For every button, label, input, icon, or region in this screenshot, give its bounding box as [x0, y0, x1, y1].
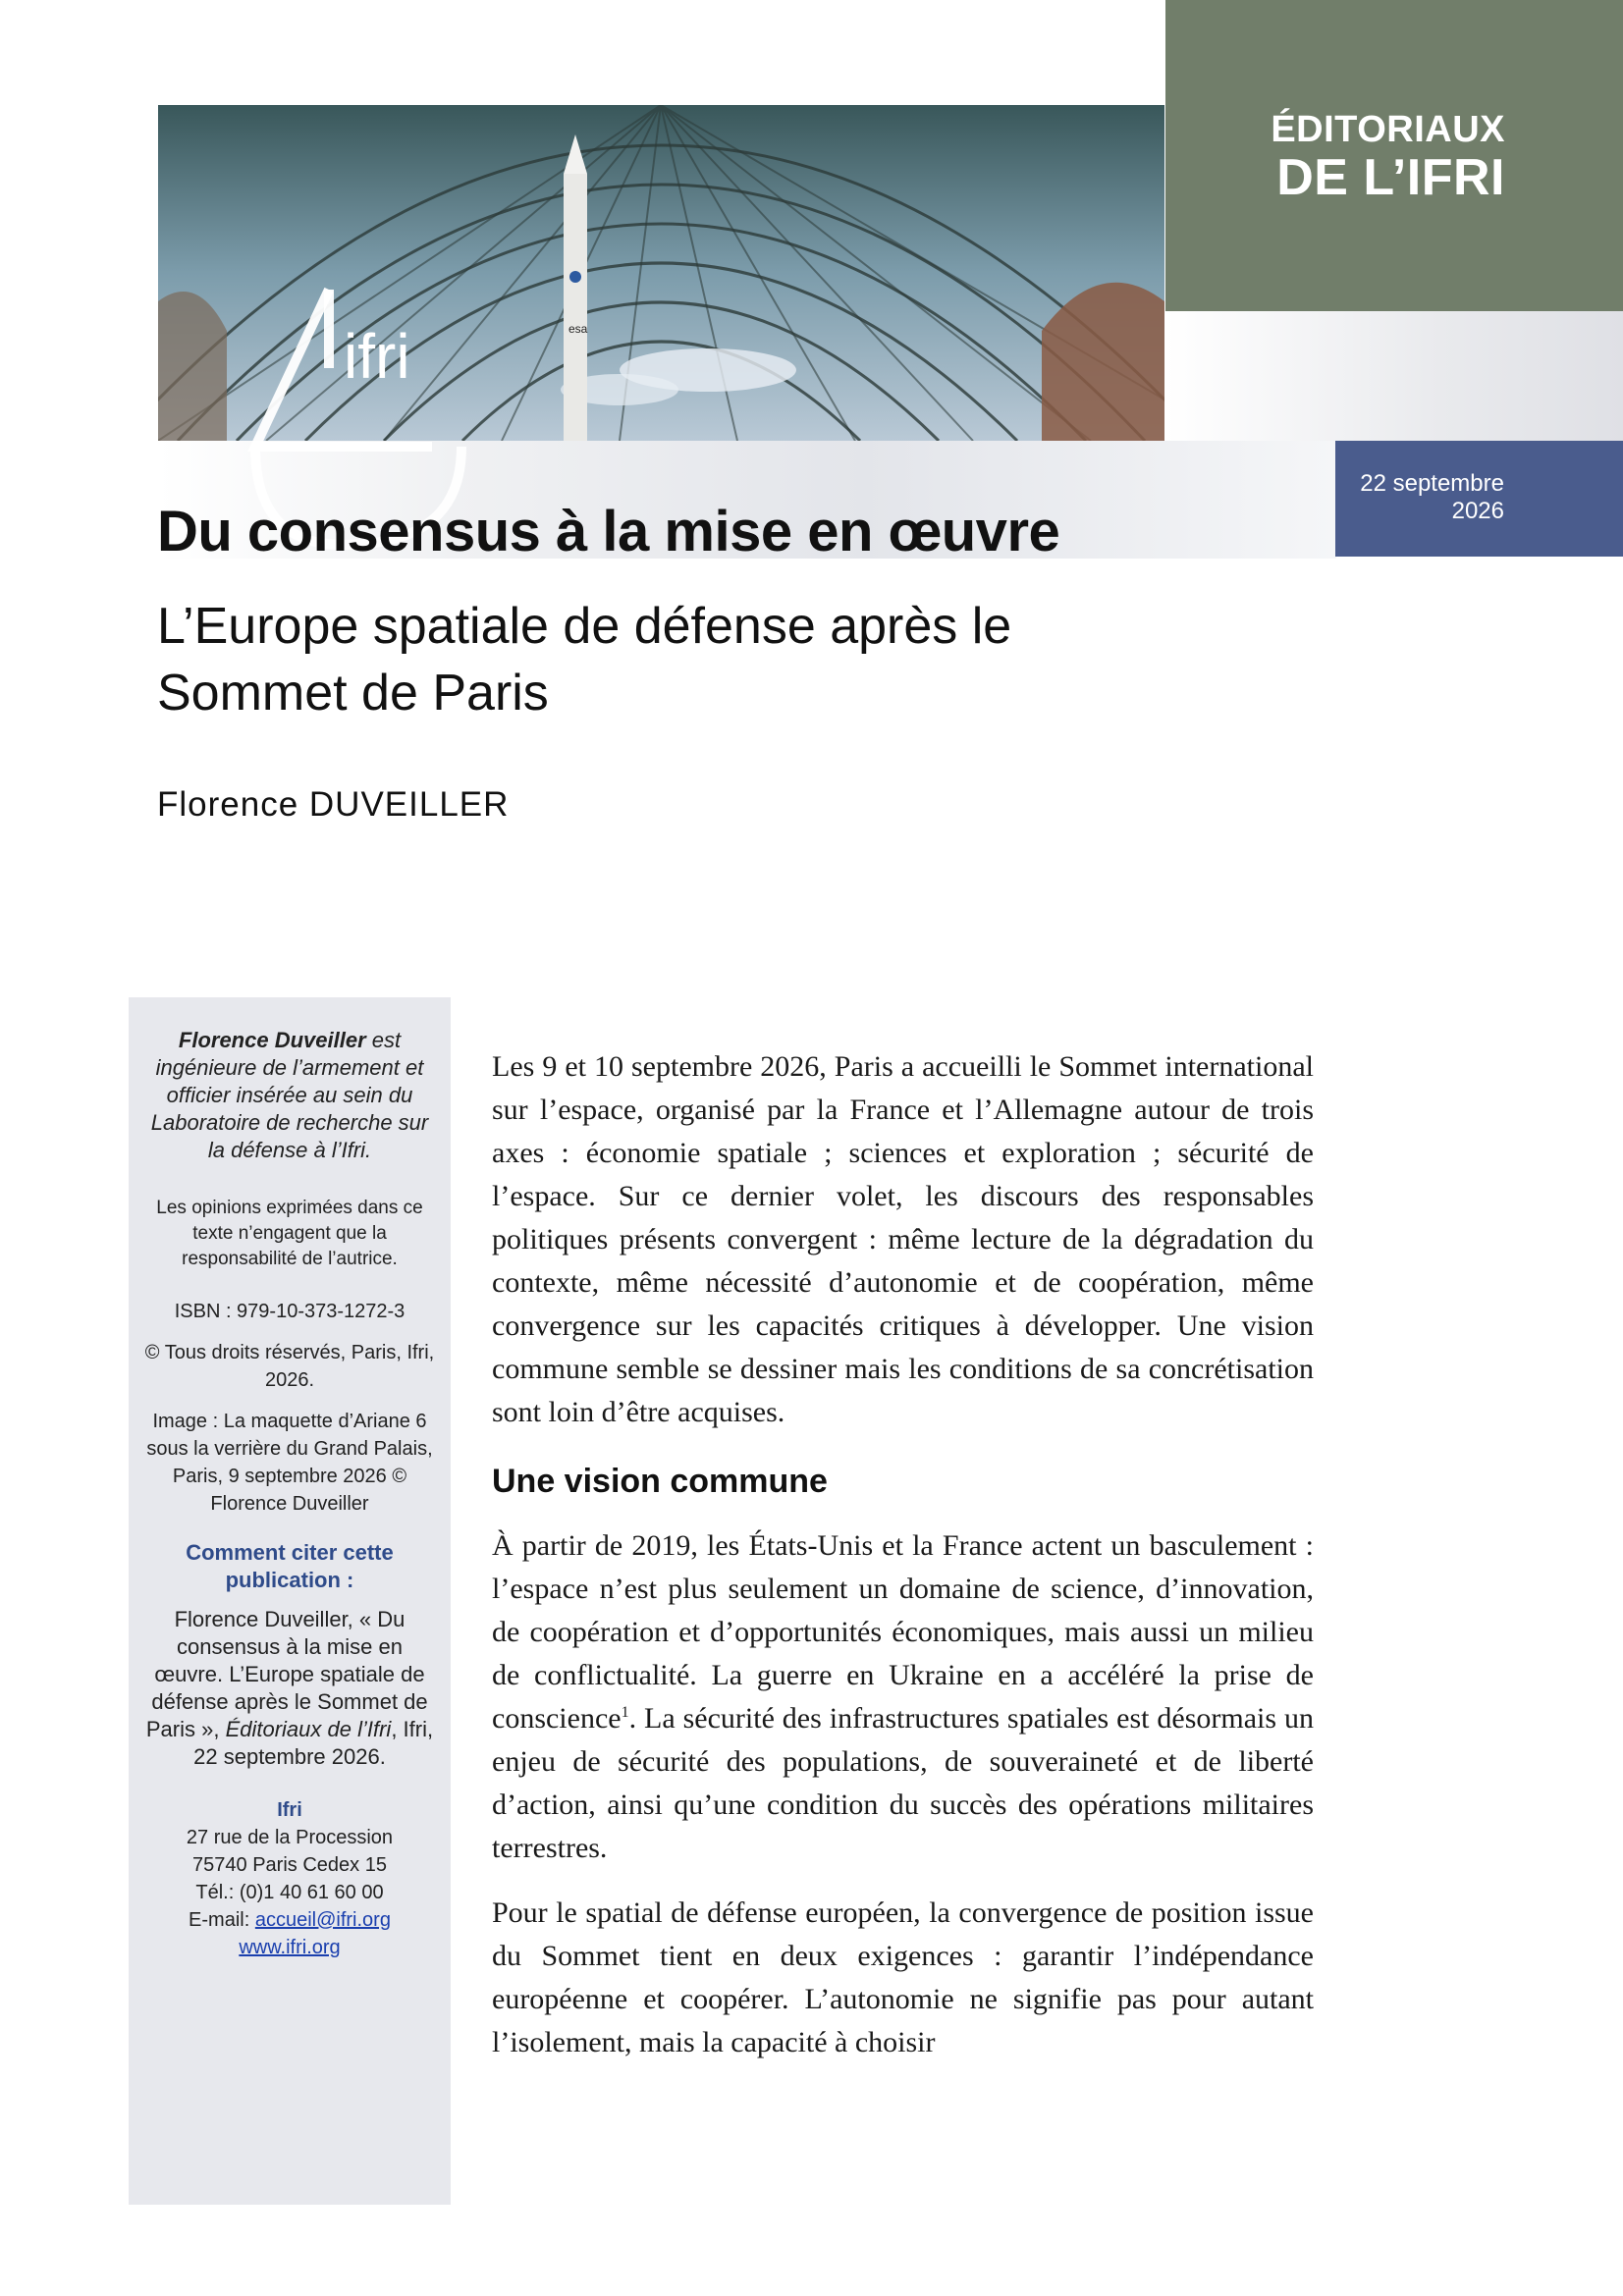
right-gradient: [1165, 311, 1623, 441]
paragraph-3: Pour le spatial de défense européen, la convergence de position issue du Sommet tient en deux exigences : garantir l’indépendance européenne et coopérer. L’autonomie ne signifie pas pour autant l’isolement, mais la capacité à choisir: [492, 1896, 1314, 2058]
date-day-month: 22 septembre: [1360, 470, 1504, 497]
paragraph-1: Les 9 et 10 septembre 2026, Paris a accueilli le Sommet international sur l’espace, organisé par la France et l’Allemagne autour de trois axes : économie spatiale ; sciences et exploration ; sécurité de l’espace. Sur ce dernier volet, les discours des responsables politiques présents convergent : même lecture de la dégradation du contexte, même nécessité d’autonomie et de coopération, même convergence sur les capacités critiques à développer. Une vision commune semble se dessiner mais les conditions de sa concrétisation sont loin d’être acquises.: [492, 1050, 1314, 1428]
disclaimer: Les opinions exprimées dans ce texte n’engagent que la responsabilité de l’autrice.: [156, 1198, 423, 1269]
citation-text: [140, 1606, 439, 1771]
svg-text:esa: esa: [568, 322, 588, 336]
subtitle-line-2: Sommet de Paris: [157, 665, 549, 721]
website-link[interactable]: www.ifri.org: [239, 1937, 341, 1958]
isbn: ISBN : 979-10-373-1272-3: [174, 1301, 406, 1322]
bio-name: Florence Duveiller: [178, 1028, 366, 1052]
email-row: [140, 1906, 439, 1934]
sidebar: [129, 997, 451, 2205]
address-line-2: 75740 Paris Cedex 15: [192, 1854, 387, 1876]
series-label-box: [1165, 0, 1623, 311]
copyright: © Tous droits réservés, Paris, Ifri, 2026.: [144, 1342, 435, 1391]
ifri-logo-text: ifri: [344, 321, 410, 392]
ifri-name: Ifri: [277, 1799, 302, 1821]
citation-part-2: , Ifri, 22 septembre 2026.: [193, 1717, 434, 1769]
citation-part-1: Florence Duveiller, « Du consensus à la mise en œuvre. L’Europe spatiale de défense après le Sommet de Paris »,: [145, 1607, 428, 1741]
email-label: E-mail:: [189, 1909, 255, 1931]
ifri-contact: [140, 1796, 439, 1961]
date-year: 2026: [1451, 498, 1504, 524]
author-bio: [140, 1027, 439, 1164]
series-line-1: ÉDITORIAUX: [1271, 109, 1505, 150]
phone: Tél.: (0)1 40 61 60 00: [195, 1882, 384, 1903]
section-heading: Une vision commune: [492, 1463, 828, 1500]
email-link[interactable]: accueil@ifri.org: [254, 1909, 391, 1931]
page-subtitle: [157, 593, 1237, 726]
date-box: [1335, 441, 1623, 557]
series-line-2: DE L’IFRI: [1276, 149, 1505, 206]
subtitle-line-1: L’Europe spatiale de défense après le: [157, 598, 1012, 655]
bio-text: est ingénieure de l’armement et officier insérée au sein du Laboratoire de recherche sur la défense à l’Ifri.: [150, 1028, 429, 1162]
paragraph-2: [492, 1524, 1314, 1870]
paragraph-2-part-1: À partir de 2019, les États-Unis et la France actent un basculement : l’espace n’est plus seulement un domaine de science, d’innovation, de coopération et d’opportunités économiques, mais aussi un milieu de conflictualité. La guerre en Ukraine en a accéléré la prise de conscience: [492, 1529, 1314, 1735]
address-line-1: 27 rue de la Procession: [186, 1827, 394, 1848]
footnote-ref-1[interactable]: 1: [621, 1704, 629, 1721]
paragraph-2-part-2: . La sécurité des infrastructures spatiales est désormais un enjeu de sécurité des populations, de souveraineté et de liberté d’action, ainsi qu’une condition du succès des opérations militaires terrestres.: [492, 1702, 1314, 1864]
citation-heading: Comment citer cette publication :: [186, 1540, 394, 1592]
rocket-illustration: [564, 134, 588, 441]
author-name: Florence DUVEILLER: [157, 785, 510, 824]
page-title: Du consensus à la mise en œuvre: [157, 500, 1060, 563]
citation-series: Éditoriaux de l’Ifri: [225, 1717, 392, 1741]
article-body: [492, 1045, 1314, 2086]
image-credit: Image : La maquette d’Ariane 6 sous la verrière du Grand Palais, Paris, 9 septembre 2026 © Florence Duveiller: [146, 1411, 433, 1515]
